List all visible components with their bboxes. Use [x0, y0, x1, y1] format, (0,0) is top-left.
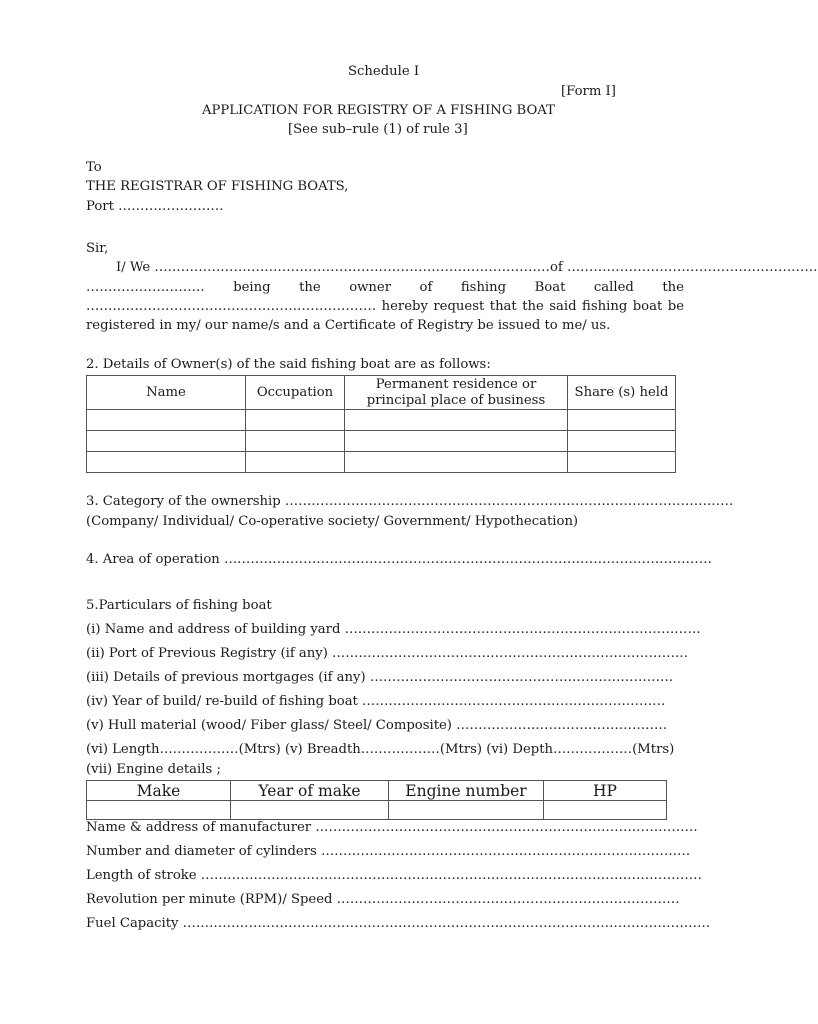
- owner-line-word: Boat: [534, 280, 566, 295]
- occupation-cell[interactable]: [246, 452, 345, 473]
- residence-cell[interactable]: [345, 410, 568, 431]
- area-of-operation-field: 4. Area of operation …………………………………………………………………………………………………: [86, 552, 712, 567]
- residence-cell[interactable]: [345, 452, 568, 473]
- owner-line: [86, 279, 684, 297]
- owner-line-word: of: [419, 280, 433, 295]
- col-residence: [345, 376, 568, 410]
- form-subtitle: [See sub–rule (1) of rule 3]: [288, 122, 468, 137]
- request-line-word: be: [667, 299, 684, 314]
- salutation: Sir,: [86, 241, 109, 256]
- request-line-word: the: [522, 299, 544, 314]
- col-make: Make: [87, 781, 231, 801]
- engine-table: [86, 780, 667, 820]
- owners-heading: 2. Details of Owner(s) of the said fishing boat are as follows:: [86, 357, 491, 372]
- col-occupation: Occupation: [246, 376, 345, 410]
- rpm-field: Revolution per minute (RPM)/ Speed ……………………………………………………………………: [86, 892, 680, 907]
- col-engine-number: Engine number: [389, 781, 544, 801]
- engine-row: [87, 801, 667, 820]
- engine-number-cell[interactable]: [389, 801, 544, 820]
- particulars-heading: 5.Particulars of fishing boat: [86, 598, 272, 613]
- col-name: Name: [87, 376, 246, 410]
- col-residence-line1: Permanent residence or: [375, 376, 537, 392]
- address-registrar: THE REGISTRAR OF FISHING BOATS,: [86, 179, 349, 194]
- building-yard-field: (i) Name and address of building yard ………………………………………………………………………: [86, 622, 701, 637]
- col-hp: HP: [544, 781, 667, 801]
- engine-header-row: [87, 781, 667, 801]
- owner-line-word: called: [593, 280, 634, 295]
- owners-row: [87, 410, 676, 431]
- applicant-line: I/ We ………………………………………………………………………………of …………………………………………………: [116, 260, 818, 275]
- stroke-field: Length of stroke ……………………………………………………………………………………………………: [86, 868, 702, 883]
- address-to: To: [86, 160, 102, 175]
- registration-line: registered in my/ our name/s and a Certificate of Registry be issued to me/ us.: [86, 318, 611, 333]
- dimensions-field: (vi) Length………………(Mtrs) (v) Breadth………………(Mtrs) (vi) Depth………………(Mtrs): [86, 742, 675, 757]
- category-field: 3. Category of the ownership …………………………………………………………………………………………: [86, 494, 734, 509]
- request-line-blank: …………………………………………………………: [86, 299, 377, 314]
- share-cell[interactable]: [568, 431, 676, 452]
- request-line-word: request: [433, 299, 485, 314]
- request-line-word: said: [549, 299, 577, 314]
- owner-line-word: fishing: [460, 280, 507, 295]
- owner-line-word: being: [233, 280, 271, 295]
- owner-line-word: owner: [349, 280, 392, 295]
- address-port: Port ……………………: [86, 199, 224, 214]
- schedule-label: Schedule I: [348, 64, 420, 79]
- owner-line-blank: ………………………: [86, 280, 205, 295]
- owner-line-word: the: [662, 280, 684, 295]
- owners-row: [87, 452, 676, 473]
- request-line-word: hereby: [381, 299, 428, 314]
- owners-row: [87, 431, 676, 452]
- previous-mortgages-field: (iii) Details of previous mortgages (if any) ……………………………………………………………: [86, 670, 674, 685]
- manufacturer-field: Name & address of manufacturer ……………………………………………………………………………: [86, 820, 698, 835]
- owners-header-row: [87, 376, 676, 410]
- share-cell[interactable]: [568, 410, 676, 431]
- form-title: APPLICATION FOR REGISTRY OF A FISHING BOAT: [202, 103, 555, 118]
- name-cell[interactable]: [87, 431, 246, 452]
- col-share: Share (s) held: [568, 376, 676, 410]
- hp-cell[interactable]: [544, 801, 667, 820]
- form-label: [Form I]: [561, 84, 616, 99]
- previous-registry-field: (ii) Port of Previous Registry (if any) ………………………………………………………………………: [86, 646, 689, 661]
- col-year-of-make: Year of make: [231, 781, 389, 801]
- residence-cell[interactable]: [345, 431, 568, 452]
- owner-line-word: the: [299, 280, 321, 295]
- occupation-cell[interactable]: [246, 431, 345, 452]
- name-cell[interactable]: [87, 452, 246, 473]
- engine-details-label: (vii) Engine details ;: [86, 762, 221, 777]
- make-cell[interactable]: [87, 801, 231, 820]
- request-line-word: boat: [632, 299, 663, 314]
- year-of-build-field: (iv) Year of build/ re-build of fishing boat ……………………………………………………………: [86, 694, 666, 709]
- request-line-word: that: [489, 299, 517, 314]
- fuel-capacity-field: Fuel Capacity …………………………………………………………………………………………………………: [86, 916, 711, 931]
- hull-material-field: (v) Hull material (wood/ Fiber glass/ Steel/ Composite) …………………………………………: [86, 718, 668, 733]
- occupation-cell[interactable]: [246, 410, 345, 431]
- request-line-word: fishing: [582, 299, 628, 314]
- owners-table: [86, 375, 676, 473]
- request-line: [86, 298, 684, 316]
- cylinders-field: Number and diameter of cylinders …………………………………………………………………………: [86, 844, 691, 859]
- year-cell[interactable]: [231, 801, 389, 820]
- category-options: (Company/ Individual/ Co-operative society/ Government/ Hypothecation): [86, 514, 579, 529]
- name-cell[interactable]: [87, 410, 246, 431]
- col-residence-line2: principal place of business: [366, 392, 546, 408]
- share-cell[interactable]: [568, 452, 676, 473]
